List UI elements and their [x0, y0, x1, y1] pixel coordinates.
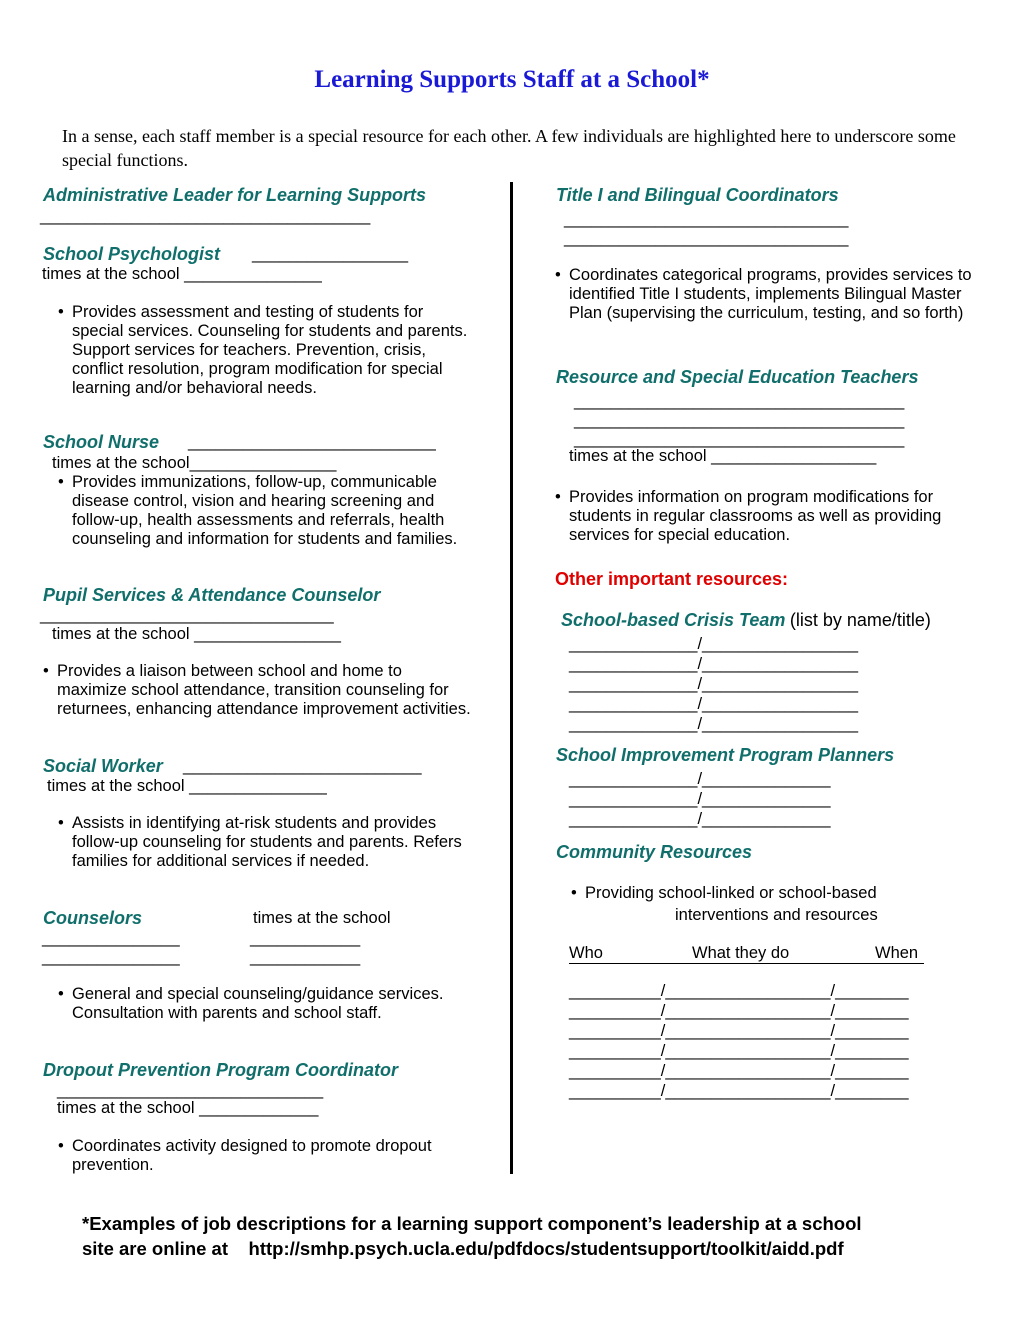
crisis-team-line: ______________/_________________ [569, 675, 859, 693]
title1-line: _______________________________ [564, 210, 849, 228]
community-row-line: __________/__________________/________ [569, 1042, 909, 1060]
improvement-planners-line: ______________/______________ [569, 810, 831, 828]
crisis-team-line: ______________/_________________ [569, 635, 859, 653]
counselors-heading: Counselors [43, 908, 143, 928]
resource-teachers-line: ____________________________________ [574, 392, 905, 410]
social-worker-bullet: • Assists in identifying at-risk students and provides follow-up counseling for students and parents. Refers families for additional services if needed. [58, 814, 462, 870]
psychologist-line: _________________ [252, 245, 409, 263]
psychologist-bullet: • Provides assessment and testing of students for special services. Counseling for students and parents. Support services for teachers. Prevention, crisis, conflict resolution, program modification for special learning and/or behavioral needs. [58, 303, 468, 397]
improvement-planners-line: ______________/______________ [569, 790, 831, 808]
social-worker-heading: Social Worker [43, 756, 163, 776]
counselors-times: times at the school [253, 909, 391, 927]
title1-line: _______________________________ [564, 229, 849, 247]
crisis-team-line: ______________/_________________ [569, 655, 859, 673]
community-row-line: __________/__________________/________ [569, 1062, 909, 1080]
social-worker-line: __________________________ [183, 757, 422, 775]
admin-leader-heading: Administrative Leader for Learning Supports [43, 185, 427, 205]
col-who: Who [569, 944, 603, 962]
dropout-heading: Dropout Prevention Program Coordinator [43, 1060, 399, 1080]
title1-bullet: • Coordinates categorical programs, provides services to identified Title I students, implements Bilingual Master Plan (supervising the curriculum, testing, and so forth) [555, 266, 972, 322]
community-row-line: __________/__________________/________ [569, 1082, 909, 1100]
community-bullet-text: interventions and resources [675, 906, 878, 924]
pupil-services-heading: Pupil Services & Attendance Counselor [43, 585, 381, 605]
dropout-bullet: • Coordinates activity designed to promote dropout prevention. [58, 1137, 432, 1174]
resource-teachers-line: ____________________________________ [574, 430, 905, 448]
counselors-bullet: • General and special counseling/guidance services. Consultation with parents and school staff. [58, 985, 444, 1022]
resource-teachers-times: times at the school __________________ [569, 447, 877, 465]
intro-paragraph: In a sense, each staff member is a special resource for each other. A few individuals are highlighted here to underscore some special functions. [62, 126, 956, 170]
column-divider [510, 182, 513, 1174]
pupil-services-times: times at the school ________________ [52, 625, 341, 643]
crisis-team-title: School-based Crisis Team [561, 610, 786, 630]
counselors-line: ____________ [250, 948, 361, 966]
nurse-line: ___________________________ [188, 433, 436, 451]
community-row-line: __________/__________________/________ [569, 1002, 909, 1020]
improvement-planners-heading: School Improvement Program Planners [556, 745, 895, 765]
resource-teachers-heading: Resource and Special Education Teachers [556, 367, 919, 387]
community-table-header [569, 944, 924, 964]
community-resources-heading: Community Resources [556, 842, 753, 862]
nurse-heading: School Nurse [43, 432, 160, 452]
col-when: When [875, 944, 919, 962]
dropout-times: times at the school _____________ [57, 1099, 319, 1117]
crisis-team-note: (list by name/title) [789, 610, 931, 630]
footer-note-line2: site are online at http://smhp.psych.ucla.edu/pdfdocs/studentsupport/toolkit/aidd.pdf [82, 1238, 844, 1259]
pupil-services-line: ________________________________ [40, 606, 334, 624]
counselors-line: ____________ [250, 929, 361, 947]
col-what-they-do: What they do [692, 944, 790, 962]
community-bullet-dot: • [571, 884, 577, 902]
resource-teachers-bullet: • Provides information on program modifications for students in regular classrooms as well as providing services for special education. [555, 488, 942, 544]
pupil-services-bullet: • Provides a liaison between school and home to maximize school attendance, transition counseling for returnees, enhancing attendance improvement activities. [43, 662, 471, 718]
psychologist-heading: School Psychologist [43, 244, 221, 264]
nurse-bullet: • Provides immunizations, follow-up, communicable disease control, vision and hearing screening and follow-up, health assessments and referrals, health counseling and information for students and families. [58, 473, 458, 548]
admin-leader-line: ____________________________________ [40, 207, 371, 225]
crisis-team-line: ______________/_________________ [569, 715, 859, 733]
page-title: Learning Supports Staff at a School* [314, 66, 710, 93]
nurse-times: times at the school________________ [52, 454, 337, 472]
crisis-team-line: ______________/_________________ [569, 695, 859, 713]
other-resources-heading: Other important resources: [555, 569, 789, 589]
community-row-line: __________/__________________/________ [569, 1022, 909, 1040]
community-bullet-text: Providing school-linked or school-based [585, 884, 877, 902]
crisis-team-heading [561, 610, 931, 631]
community-row-line: __________/__________________/________ [569, 982, 909, 1000]
counselors-line: _______________ [42, 929, 180, 947]
social-worker-times: times at the school _______________ [47, 777, 327, 795]
resource-teachers-line: ____________________________________ [574, 411, 905, 429]
improvement-planners-line: ______________/______________ [569, 770, 831, 788]
counselors-line: _______________ [42, 948, 180, 966]
psychologist-times: times at the school _______________ [42, 265, 322, 283]
dropout-line: _____________________________ [57, 1081, 324, 1099]
title1-heading: Title I and Bilingual Coordinators [556, 185, 839, 205]
footer-note-line1: *Examples of job descriptions for a learning support component’s leadership at a school [82, 1213, 862, 1234]
